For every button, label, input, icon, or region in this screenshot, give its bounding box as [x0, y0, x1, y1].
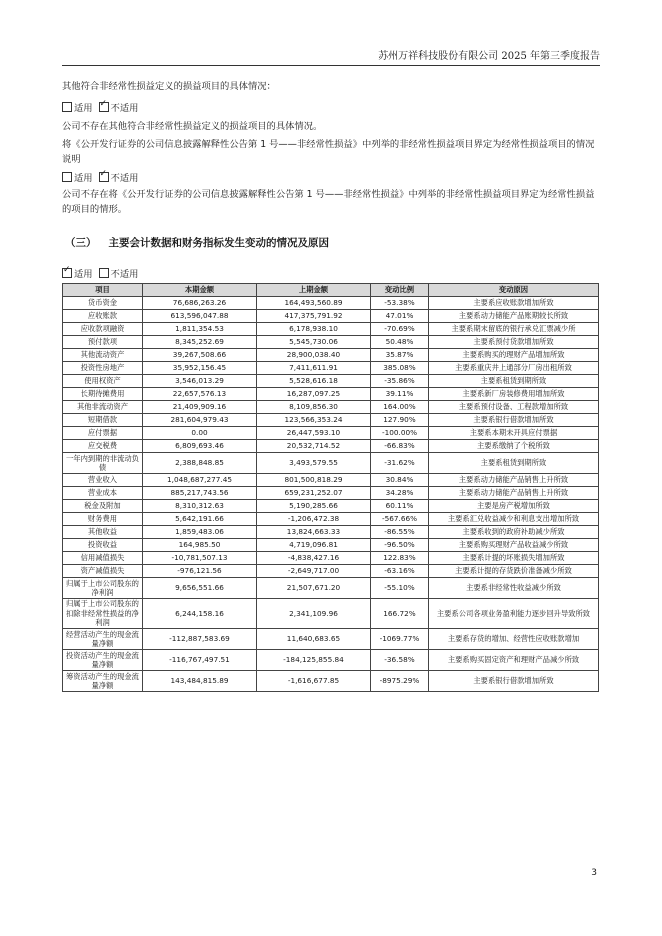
table-cell: 659,231,252.07	[257, 487, 371, 500]
table-cell: 主要系应收账款增加所致	[429, 297, 599, 310]
table-cell: 1,048,687,277.45	[143, 474, 257, 487]
table-row	[63, 401, 599, 414]
table-cell: 5,642,191.66	[143, 513, 257, 526]
table-cell: 47.01%	[371, 310, 429, 323]
table-cell: 281,604,979.43	[143, 414, 257, 427]
table-row	[63, 349, 599, 362]
table-cell: 28,900,038.40	[257, 349, 371, 362]
table-cell: 20,532,714.52	[257, 440, 371, 453]
table-cell: 164,493,560.89	[257, 297, 371, 310]
table-cell: -36.58%	[371, 650, 429, 671]
table-cell: 60.11%	[371, 500, 429, 513]
table-cell: 39.11%	[371, 388, 429, 401]
table-header-row	[63, 284, 599, 297]
table-row	[63, 414, 599, 427]
table-cell: 主要系期末留底的银行承兑汇票减少所	[429, 323, 599, 336]
table-cell: 22,657,576.13	[143, 388, 257, 401]
table-cell: 主要系计提的存货跌价准备减少所致	[429, 565, 599, 578]
table-row	[63, 565, 599, 578]
table-cell: 6,244,158.16	[143, 599, 257, 629]
financial-changes-table	[62, 283, 599, 692]
table-row	[63, 323, 599, 336]
table-cell: 6,809,693.46	[143, 440, 257, 453]
option-applicable: 适用	[74, 269, 93, 280]
table-cell: -70.69%	[371, 323, 429, 336]
table-row	[63, 552, 599, 565]
table-row	[63, 629, 599, 650]
table-cell: -96.50%	[371, 539, 429, 552]
section-number: （三）	[65, 237, 97, 249]
table-cell: 主要系租赁到期所致	[429, 453, 599, 474]
option-group-2	[62, 170, 138, 184]
table-cell: -1,616,677.85	[257, 671, 371, 692]
checkbox-checked-icon	[99, 102, 109, 112]
table-row	[63, 513, 599, 526]
checkbox-unchecked-icon	[62, 102, 72, 112]
table-cell: 筹资活动产生的现金流量净额	[63, 671, 143, 692]
table-cell: 使用权资产	[63, 375, 143, 388]
table-cell: 1,859,483.06	[143, 526, 257, 539]
checkbox-checked-icon	[62, 268, 72, 278]
table-row	[63, 599, 599, 629]
table-row	[63, 671, 599, 692]
checkbox-unchecked-icon	[62, 172, 72, 182]
header-change: 变动比例	[371, 284, 429, 297]
table-cell: 主要系银行借款增加所致	[429, 414, 599, 427]
table-cell: 投资活动产生的现金流量净额	[63, 650, 143, 671]
table-cell: 417,375,791.92	[257, 310, 371, 323]
table-row	[63, 487, 599, 500]
table-cell: 主要系新厂房装修费用增加所致	[429, 388, 599, 401]
table-cell: 归属于上市公司股东的净利润	[63, 578, 143, 599]
option-not-applicable: 不适用	[110, 103, 139, 114]
table-cell: 21,507,671.20	[257, 578, 371, 599]
table-cell: 主要系动力储能产品销售上升所致	[429, 474, 599, 487]
table-cell: 4,719,096.81	[257, 539, 371, 552]
table-cell: 8,310,312.63	[143, 500, 257, 513]
table-cell: 5,545,730.06	[257, 336, 371, 349]
table-cell: 30.84%	[371, 474, 429, 487]
table-cell: -112,887,583.69	[143, 629, 257, 650]
table-cell: 123,566,353.24	[257, 414, 371, 427]
table-cell: -86.55%	[371, 526, 429, 539]
table-cell: -4,838,427.16	[257, 552, 371, 565]
table-cell: -976,121.56	[143, 565, 257, 578]
table-cell: 166.72%	[371, 599, 429, 629]
table-cell: 385.08%	[371, 362, 429, 375]
table-cell: 613,596,047.88	[143, 310, 257, 323]
table-cell: 5,528,616.18	[257, 375, 371, 388]
table-row	[63, 650, 599, 671]
table-cell: 主要系存货的增加、经营性应收账款增加	[429, 629, 599, 650]
paragraph-reclassification: 将《公开发行证券的公司信息披露解释性公告第 1 号——非经常性损益》中列举的非经常性损益项目界定为经常性损益项目的情况说明	[62, 139, 595, 165]
table-cell: 预付款项	[63, 336, 143, 349]
table-cell: -116,767,497.51	[143, 650, 257, 671]
page-number: 3	[591, 868, 597, 878]
table-cell: 76,686,263.26	[143, 297, 257, 310]
table-cell: 21,409,909.16	[143, 401, 257, 414]
table-cell: 143,484,815.89	[143, 671, 257, 692]
table-cell: 营业成本	[63, 487, 143, 500]
table-cell: 122.83%	[371, 552, 429, 565]
table-cell: 主要系汇兑收益减少和利息支出增加所致	[429, 513, 599, 526]
table-cell: 164.00%	[371, 401, 429, 414]
checkbox-unchecked-icon	[99, 268, 109, 278]
table-cell: -1069.77%	[371, 629, 429, 650]
table-cell: 5,190,285.66	[257, 500, 371, 513]
table-cell: 8,109,856.30	[257, 401, 371, 414]
table-cell: -567.66%	[371, 513, 429, 526]
section-title	[65, 235, 329, 250]
table-cell: 经营活动产生的现金流量净额	[63, 629, 143, 650]
table-cell: 35,952,156.45	[143, 362, 257, 375]
table-cell: 13,824,663.33	[257, 526, 371, 539]
table-cell: 34.28%	[371, 487, 429, 500]
table-cell: 3,546,013.29	[143, 375, 257, 388]
table-cell: 127.90%	[371, 414, 429, 427]
table-cell: 50.48%	[371, 336, 429, 349]
table-cell: -2,649,717.00	[257, 565, 371, 578]
table-cell: 投资性房地产	[63, 362, 143, 375]
table-cell: 35.87%	[371, 349, 429, 362]
table-cell: -31.62%	[371, 453, 429, 474]
table-row	[63, 578, 599, 599]
table-row	[63, 362, 599, 375]
table-cell: 16,287,097.25	[257, 388, 371, 401]
table-cell: 0.00	[143, 427, 257, 440]
table-cell: 资产减值损失	[63, 565, 143, 578]
table-row	[63, 375, 599, 388]
table-cell: 货币资金	[63, 297, 143, 310]
checkbox-checked-icon	[99, 172, 109, 182]
table-cell: 主要系动力储能产品账期较长所致	[429, 310, 599, 323]
table-cell: 2,388,848.85	[143, 453, 257, 474]
table-row	[63, 526, 599, 539]
table-cell: 信用减值损失	[63, 552, 143, 565]
table-row	[63, 388, 599, 401]
table-row	[63, 453, 599, 474]
table-cell: -53.38%	[371, 297, 429, 310]
table-cell: 801,500,818.29	[257, 474, 371, 487]
table-cell: 主要是房产税增加所致	[429, 500, 599, 513]
table-cell: 长期待摊费用	[63, 388, 143, 401]
table-cell: 应交税费	[63, 440, 143, 453]
option-applicable: 适用	[74, 173, 93, 184]
section-heading: 主要会计数据和财务指标发生变动的情况及原因	[108, 237, 329, 249]
header-reason: 变动原因	[429, 284, 599, 297]
table-cell: 财务费用	[63, 513, 143, 526]
paragraph-no-reclassification: 公司不存在将《公开发行证券的公司信息披露解释性公告第 1 号——非经常性损益》中列举的非经常性损益项目界定为经常性损益的项目的情形。	[62, 189, 595, 215]
table-cell: -1,206,472.38	[257, 513, 371, 526]
table-cell: 885,217,743.56	[143, 487, 257, 500]
table-cell: -8975.29%	[371, 671, 429, 692]
header-current: 本期金额	[143, 284, 257, 297]
table-cell: 主要系预付货款增加所致	[429, 336, 599, 349]
table-row	[63, 440, 599, 453]
table-row	[63, 336, 599, 349]
table-cell: 其他收益	[63, 526, 143, 539]
table-cell: 9,656,551.66	[143, 578, 257, 599]
table-row	[63, 297, 599, 310]
table-cell: 应收账款	[63, 310, 143, 323]
table-cell: 主要系购买固定资产和理财产品减少所致	[429, 650, 599, 671]
table-cell: 营业收入	[63, 474, 143, 487]
table-cell: 其他非流动资产	[63, 401, 143, 414]
table-cell: 主要系银行借款增加所致	[429, 671, 599, 692]
table-row	[63, 427, 599, 440]
table-cell: -10,781,507.13	[143, 552, 257, 565]
table-cell: -184,125,855.84	[257, 650, 371, 671]
table-cell: 3,493,579.55	[257, 453, 371, 474]
table-cell: 11,640,683.65	[257, 629, 371, 650]
table-cell: 1,811,354.53	[143, 323, 257, 336]
table-cell: 应收款项融资	[63, 323, 143, 336]
table-cell: 7,411,611.91	[257, 362, 371, 375]
table-row	[63, 500, 599, 513]
page-header	[62, 47, 600, 66]
table-row	[63, 310, 599, 323]
table-cell: 一年内到期的非流动负债	[63, 453, 143, 474]
table-cell: -63.16%	[371, 565, 429, 578]
table-cell: 8,345,252.69	[143, 336, 257, 349]
option-group-3	[62, 266, 138, 280]
table-cell: 主要系预付设备、工程款增加所致	[429, 401, 599, 414]
table-cell: 主要系非经常性收益减少所致	[429, 578, 599, 599]
table-cell: 主要系购买的理财产品增加所致	[429, 349, 599, 362]
table-cell: 主要系本期未开具应付票据	[429, 427, 599, 440]
table-cell: -35.86%	[371, 375, 429, 388]
table-cell: 税金及附加	[63, 500, 143, 513]
table-cell: 2,341,109.96	[257, 599, 371, 629]
table-cell: 26,447,593.10	[257, 427, 371, 440]
table-cell: 6,178,938.10	[257, 323, 371, 336]
table-cell: -55.10%	[371, 578, 429, 599]
table-cell: 主要系动力储能产品销售上升所致	[429, 487, 599, 500]
option-group-1	[62, 100, 138, 114]
table-row	[63, 539, 599, 552]
option-not-applicable: 不适用	[110, 173, 139, 184]
table-cell: 应付票据	[63, 427, 143, 440]
table-cell: 其他流动资产	[63, 349, 143, 362]
header-item: 项目	[63, 284, 143, 297]
option-applicable: 适用	[74, 103, 93, 114]
table-cell: 主要系缴纳了个税所致	[429, 440, 599, 453]
table-cell: 主要系收到的政府补助减少所致	[429, 526, 599, 539]
header-previous: 上期金额	[257, 284, 371, 297]
table-cell: 主要系计提的坏账损失增加所致	[429, 552, 599, 565]
table-cell: -100.00%	[371, 427, 429, 440]
paragraph-other-items: 其他符合非经常性损益定义的损益项目的具体情况：	[62, 81, 276, 92]
report-title: 苏州万祥科技股份有限公司 2025 年第三季度报告	[378, 51, 600, 62]
table-cell: 主要系重庆井上通部分厂房出租所致	[429, 362, 599, 375]
table-cell: 39,267,508.66	[143, 349, 257, 362]
table-cell: 主要系购买理财产品收益减少所致	[429, 539, 599, 552]
option-not-applicable: 不适用	[110, 269, 139, 280]
table-cell: -66.83%	[371, 440, 429, 453]
table-cell: 归属于上市公司股东的扣除非经常性损益的净利润	[63, 599, 143, 629]
table-cell: 投资收益	[63, 539, 143, 552]
table-cell: 短期借款	[63, 414, 143, 427]
table-row	[63, 474, 599, 487]
paragraph-no-other-items: 公司不存在其他符合非经常性损益定义的损益项目的具体情况。	[62, 121, 323, 132]
table-cell: 主要系公司各项业务盈利能力逐步回升导致所致	[429, 599, 599, 629]
table-cell: 164,985.50	[143, 539, 257, 552]
table-cell: 主要系租赁到期所致	[429, 375, 599, 388]
